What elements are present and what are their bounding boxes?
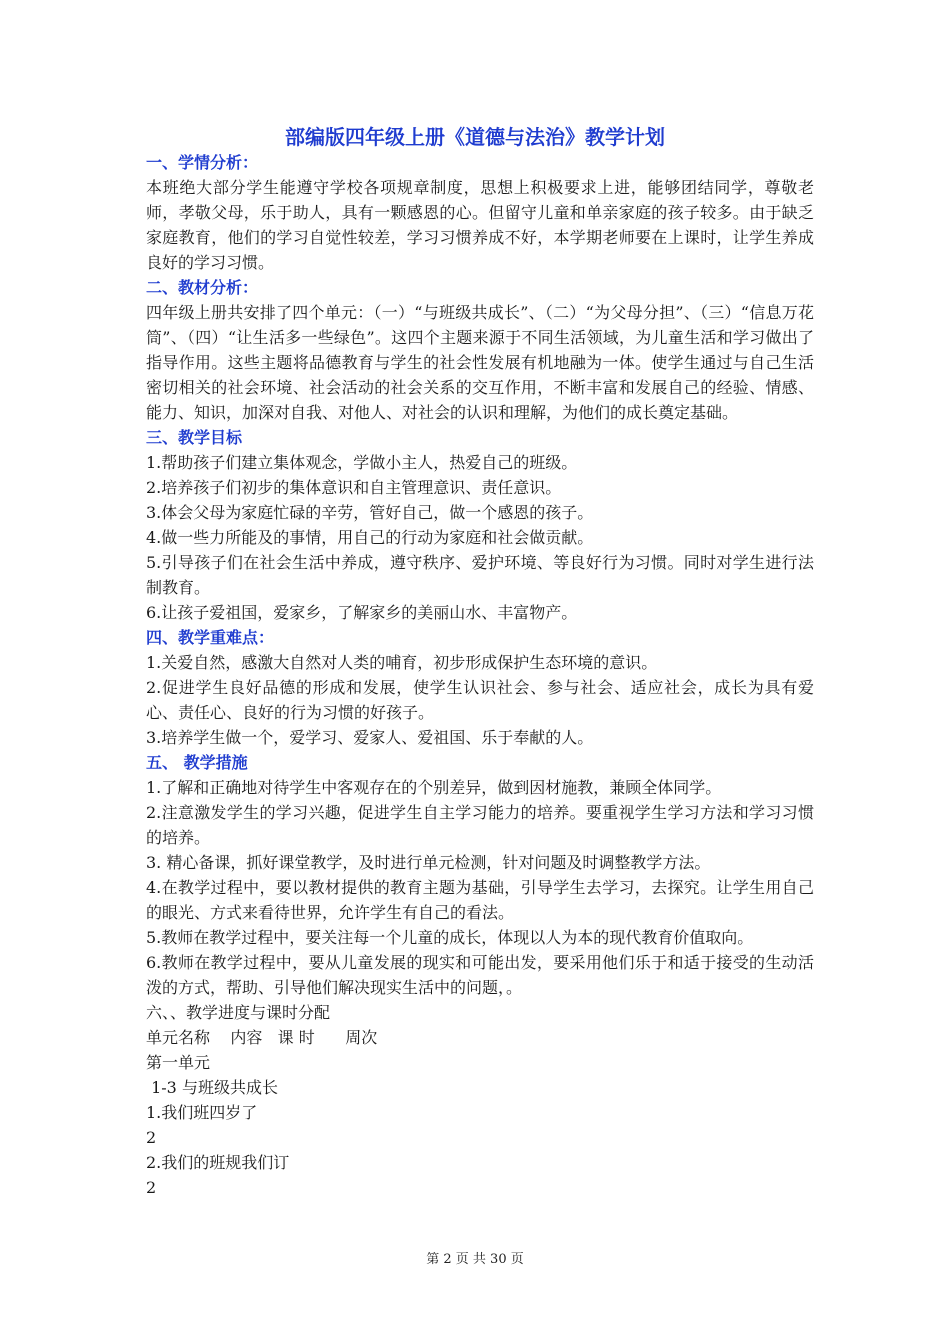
teaching-goals-list (146, 450, 814, 625)
list-item: 2.注意激发学生的学习兴趣，促进学生自主学习能力的培养。要重视学生学习方法和学习习惯的培养。 (146, 803, 814, 847)
schedule-line: 1-3 与班级共成长 (146, 1078, 278, 1097)
list-item: 1.关爱自然，感激大自然对人类的哺育，初步形成保护生态环境的意识。 (146, 653, 658, 672)
section-heading-schedule: 六、、教学进度与课时分配 (146, 1003, 331, 1022)
list-item: 4.做一些力所能及的事情，用自己的行动为家庭和社会做贡献。 (146, 528, 594, 547)
schedule-line: 2 (146, 1128, 157, 1147)
list-item: 2.促进学生良好品德的形成和发展，使学生认识社会、参与社会、适应社会，成长为具有爱心、责任心、良好的行为习惯的好孩子。 (146, 678, 814, 722)
list-item: 6.让孩子爱祖国，爱家乡，了解家乡的美丽山水、丰富物产。 (146, 603, 578, 622)
document-body (146, 150, 814, 1200)
list-item: 4.在教学过程中，要以教材提供的教育主题为基础，引导学生去学习，去探究。让学生用自己的眼光、方式来看待世界，允许学生有自己的看法。 (146, 878, 814, 922)
list-item: 6.教师在教学过程中，要从儿童发展的现实和可能出发，要采用他们乐于和适于接受的生动活泼的方式，帮助、引导他们解决现实生活中的问题，。 (146, 953, 814, 997)
document-title: 部编版四年级上册《道德与法治》教学计划 (285, 125, 665, 149)
key-difficulties-list (146, 650, 814, 750)
schedule-line: 1.我们班四岁了 (146, 1103, 258, 1122)
list-item: 1.了解和正确地对待学生中客观存在的个别差异，做到因材施教，兼顾全体同学。 (146, 778, 722, 797)
schedule-columns: 单元名称 内容 课 时 周次 (146, 1028, 378, 1047)
list-item: 1.帮助孩子们建立集体观念，学做小主人，热爱自己的班级。 (146, 453, 578, 472)
section-heading-teaching-goals: 三、教学目标 (146, 428, 243, 447)
list-item: 3.培养学生做一个，爱学习、爱家人、爱祖国、乐于奉献的人。 (146, 728, 594, 747)
list-item: 2.培养孩子们初步的集体意识和自主管理意识、责任意识。 (146, 478, 562, 497)
page-footer: 第 2 页 共 30 页 (426, 1252, 524, 1267)
section-heading-teaching-measures: 五、 教学措施 (146, 753, 248, 772)
student-analysis-text: 本班绝大部分学生能遵守学校各项规章制度，思想上积极要求上进，能够团结同学，尊敬老师，孝敬父母，乐于助人，具有一颗感恩的心。但留守儿童和单亲家庭的孩子较多。由于缺乏家庭教育，他们的学习自觉性较差，学习习惯养成不好，本学期老师要在上课时，让学生养成良好的学习习惯。 (146, 178, 814, 272)
list-item: 5.引导孩子们在社会生活中养成，遵守秩序、爱护环境、等良好行为习惯。同时对学生进行法制教育。 (146, 553, 814, 597)
teaching-measures-list (146, 775, 814, 1000)
section-heading-student-analysis: 一、学情分析： (146, 153, 259, 172)
schedule-line: 第一单元 (146, 1053, 211, 1072)
list-item: 3. 精心备课，抓好课堂教学，及时进行单元检测，针对问题及时调整教学方法。 (146, 853, 711, 872)
list-item: 5.教师在教学过程中，要关注每一个儿童的成长，体现以人为本的现代教育价值取向。 (146, 928, 754, 947)
section-heading-textbook-analysis: 二、教材分析： (146, 278, 259, 297)
section-heading-key-difficulties: 四、教学重难点： (146, 628, 275, 647)
list-item: 3.体会父母为家庭忙碌的辛劳，管好自己，做一个感恩的孩子。 (146, 503, 594, 522)
schedule-line: 2.我们的班规我们订 (146, 1153, 290, 1172)
textbook-analysis-text: 四年级上册共安排了四个单元：（一）“与班级共成长”、（二）“为父母分担”、（三）“信息万花筒”、（四）“让生活多一些绿色”。这四个主题来源于不同生活领域，为儿童生活和学习做出了指导作用。这些主题将品德教育与学生的社会性发展有机地融为一体。使学生通过与自己生活密切相关的社会环境、社会活动的社会关系的交互作用，不断丰富和发展自己的经验、情感、能力、知识，加深对自我、对他人、对社会的认识和理解，为他们的成长奠定基础。 (146, 303, 814, 422)
schedule-line: 2 (146, 1178, 157, 1197)
